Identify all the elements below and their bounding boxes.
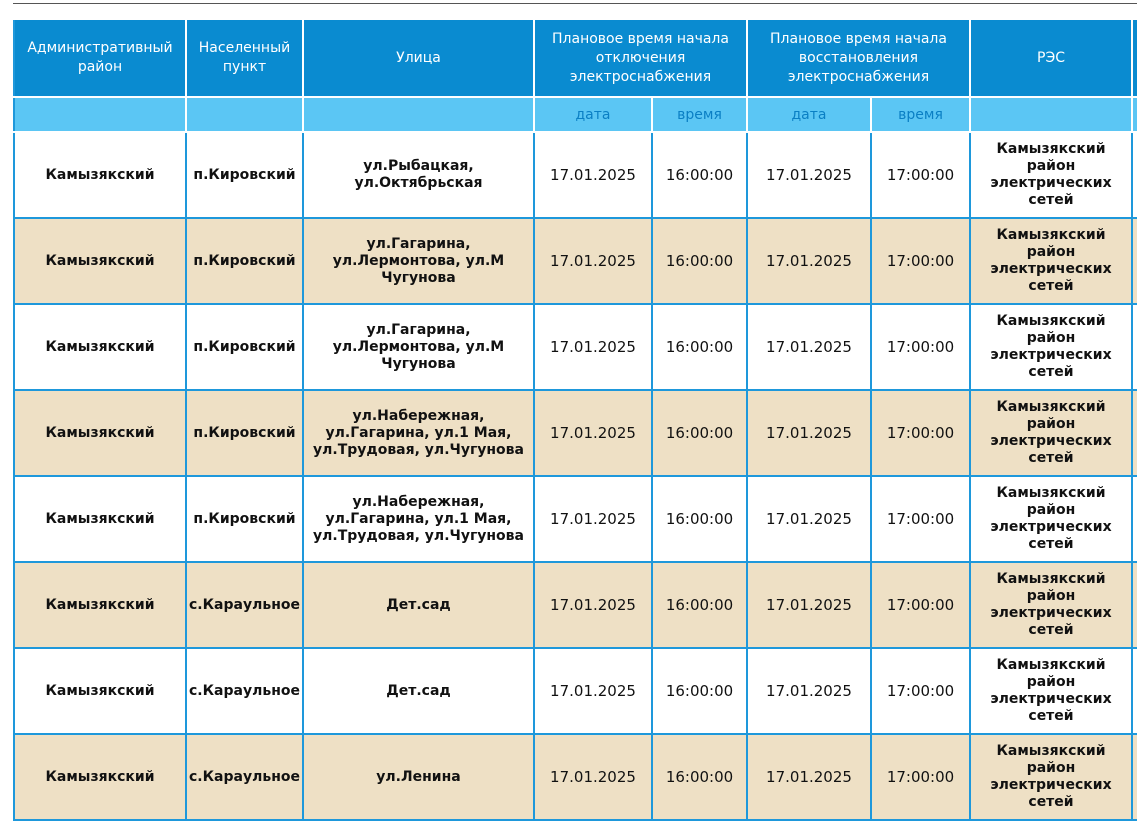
cell-off-date: 17.01.2025 [534, 734, 652, 820]
cell-locality: п.Кировский [186, 132, 303, 218]
header-res: РЭС [970, 19, 1132, 97]
table-row [14, 304, 1137, 390]
table-row [14, 734, 1137, 820]
cell-locality: п.Кировский [186, 304, 303, 390]
cell-street: ул.Гагарина, ул.Лермонтова, ул.М Чугунова [303, 218, 534, 304]
cell-off-date: 17.01.2025 [534, 218, 652, 304]
header-restore-start: Плановое время начала восстановления электроснабжения [747, 19, 970, 97]
cell-restore-time: 17:00:00 [871, 648, 970, 734]
header-district: Административный район [14, 19, 186, 97]
cell-restore-time: 17:00:00 [871, 734, 970, 820]
cell-off-time: 16:00:00 [652, 390, 747, 476]
cell-extra [1132, 304, 1137, 390]
cell-restore-time: 17:00:00 [871, 218, 970, 304]
subheader-restore-time: время [871, 97, 970, 132]
subheader-empty [970, 97, 1132, 132]
cell-district: Камызякский [14, 476, 186, 562]
cell-street: Дет.сад [303, 562, 534, 648]
cell-restore-time: 17:00:00 [871, 132, 970, 218]
cell-restore-time: 17:00:00 [871, 476, 970, 562]
cell-off-time: 16:00:00 [652, 476, 747, 562]
cell-restore-date: 17.01.2025 [747, 476, 871, 562]
header-extra [1132, 19, 1137, 97]
header-locality: Населенный пункт [186, 19, 303, 97]
cell-extra [1132, 562, 1137, 648]
cell-locality: с.Караульное [186, 734, 303, 820]
subheader-restore-date: дата [747, 97, 871, 132]
cell-off-date: 17.01.2025 [534, 562, 652, 648]
cell-extra [1132, 734, 1137, 820]
cell-district: Камызякский [14, 304, 186, 390]
subheader-empty [14, 97, 186, 132]
cell-district: Камызякский [14, 132, 186, 218]
cell-extra [1132, 476, 1137, 562]
cell-res: Камызякский район электрических сетей [970, 132, 1132, 218]
cell-extra [1132, 218, 1137, 304]
header-street: Улица [303, 19, 534, 97]
cell-res: Камызякский район электрических сетей [970, 734, 1132, 820]
subheader-off-date: дата [534, 97, 652, 132]
cell-off-time: 16:00:00 [652, 648, 747, 734]
outage-table [13, 18, 1137, 821]
cell-extra [1132, 390, 1137, 476]
table-row [14, 390, 1137, 476]
table-container [13, 18, 1137, 838]
cell-restore-time: 17:00:00 [871, 304, 970, 390]
cell-locality: п.Кировский [186, 218, 303, 304]
subheader-row [14, 97, 1137, 132]
cell-restore-date: 17.01.2025 [747, 734, 871, 820]
cell-restore-time: 17:00:00 [871, 562, 970, 648]
table-body [14, 132, 1137, 820]
subheader-empty [303, 97, 534, 132]
cell-off-time: 16:00:00 [652, 304, 747, 390]
cell-extra [1132, 648, 1137, 734]
table-row [14, 132, 1137, 218]
cell-restore-date: 17.01.2025 [747, 390, 871, 476]
cell-off-date: 17.01.2025 [534, 132, 652, 218]
cell-restore-date: 17.01.2025 [747, 648, 871, 734]
cell-restore-date: 17.01.2025 [747, 562, 871, 648]
cell-district: Камызякский [14, 218, 186, 304]
top-divider [13, 3, 1137, 4]
cell-res: Камызякский район электрических сетей [970, 218, 1132, 304]
subheader-off-time: время [652, 97, 747, 132]
subheader-empty [186, 97, 303, 132]
cell-res: Камызякский район электрических сетей [970, 304, 1132, 390]
table-row [14, 218, 1137, 304]
cell-locality: п.Кировский [186, 390, 303, 476]
cell-locality: с.Караульное [186, 648, 303, 734]
header-row [14, 19, 1137, 97]
cell-off-time: 16:00:00 [652, 562, 747, 648]
cell-restore-time: 17:00:00 [871, 390, 970, 476]
cell-district: Камызякский [14, 390, 186, 476]
subheader-empty [1132, 97, 1137, 132]
cell-district: Камызякский [14, 734, 186, 820]
cell-off-time: 16:00:00 [652, 218, 747, 304]
cell-off-time: 16:00:00 [652, 734, 747, 820]
header-off-start: Плановое время начала отключения электроснабжения [534, 19, 747, 97]
table-row [14, 562, 1137, 648]
cell-restore-date: 17.01.2025 [747, 304, 871, 390]
cell-off-time: 16:00:00 [652, 132, 747, 218]
cell-res: Камызякский район электрических сетей [970, 562, 1132, 648]
cell-locality: п.Кировский [186, 476, 303, 562]
cell-street: ул.Набережная, ул.Гагарина, ул.1 Мая, ул.Трудовая, ул.Чугунова [303, 476, 534, 562]
cell-res: Камызякский район электрических сетей [970, 476, 1132, 562]
cell-restore-date: 17.01.2025 [747, 218, 871, 304]
cell-district: Камызякский [14, 562, 186, 648]
cell-district: Камызякский [14, 648, 186, 734]
cell-off-date: 17.01.2025 [534, 304, 652, 390]
cell-street: ул.Набережная, ул.Гагарина, ул.1 Мая, ул.Трудовая, ул.Чугунова [303, 390, 534, 476]
cell-street: Дет.сад [303, 648, 534, 734]
cell-res: Камызякский район электрических сетей [970, 390, 1132, 476]
cell-street: ул.Ленина [303, 734, 534, 820]
cell-extra [1132, 132, 1137, 218]
cell-locality: с.Караульное [186, 562, 303, 648]
cell-restore-date: 17.01.2025 [747, 132, 871, 218]
cell-street: ул.Гагарина, ул.Лермонтова, ул.М Чугунова [303, 304, 534, 390]
cell-street: ул.Рыбацкая, ул.Октябрьская [303, 132, 534, 218]
cell-off-date: 17.01.2025 [534, 476, 652, 562]
cell-off-date: 17.01.2025 [534, 648, 652, 734]
table-row [14, 648, 1137, 734]
table-row [14, 476, 1137, 562]
cell-res: Камызякский район электрических сетей [970, 648, 1132, 734]
cell-off-date: 17.01.2025 [534, 390, 652, 476]
